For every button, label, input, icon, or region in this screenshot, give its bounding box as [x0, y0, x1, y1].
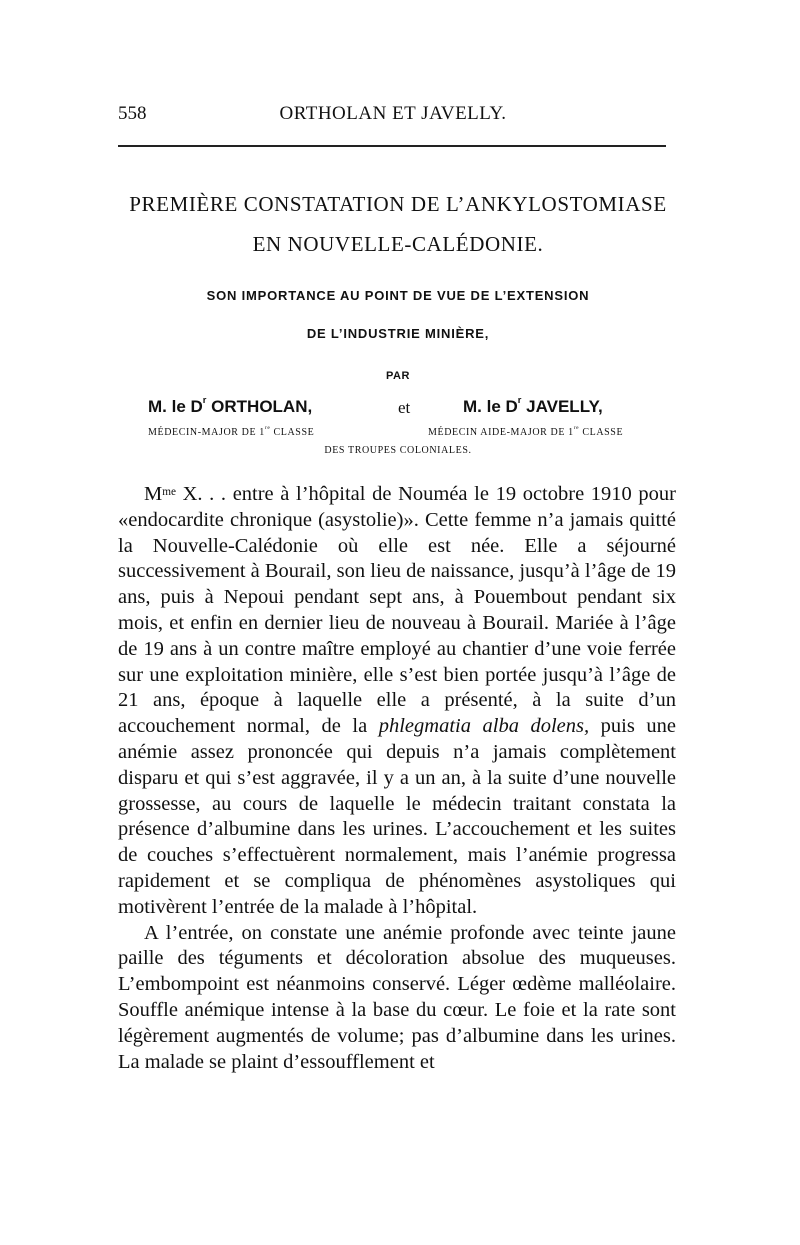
p1-text-a: X. . . entre à l’hôpital de Nouméa le 19 octobre 1910 pour «endocardite chronique (asystolie)». Cette femme n’a jamais quitté la Nouvelle-Calédonie où elle est née. Elle a séjourné successivement à Bourail, son lieu de naissance, jusqu’à l’âge de 19 ans, puis à Nepoui pendant sept ans, à Pouembout pendant six mois, et enfin en dernier lieu de nouveau à Bourail. Mariée à l’âge de 19 ans à un contre maître employé au chantier d’une voie ferrée sur une exploitation minière, elle s’est bien portée jusqu’à l’âge de 21 ans, époque à laquelle elle a présenté, à la suite d’un accouchement normal, de la [118, 483, 676, 738]
author-left-name: ORTHOLAN, [206, 397, 313, 416]
aff-left-a: MÉDECIN-MAJOR DE 1 [148, 427, 265, 438]
running-title: ORTHOLAN ET JAVELLY. [279, 103, 507, 124]
p1-text-b: puis une anémie assez prononcée qui depuis n’a jamais complètement disparu et qui s’est aggravée, il y a un an, à la suite d’une nouvelle grossesse, au cours de laquelle le médecin traitant constata la présence d’albumine dans les urines. L’accouchement et les suites de couches s’effectuèrent normalement, mais l’anémie progressa rapidement et se compliqua de phénomènes asystoliques qui motivèrent l’entrée de la malade à l’hôpital. [118, 715, 676, 918]
p1-mme: M [144, 483, 163, 505]
author-right-sup: r [517, 395, 522, 405]
article-subtitle-line1: SON IMPORTANCE AU POINT DE VUE DE L’EXTENSION [206, 288, 590, 303]
article-title-line1: PREMIÈRE CONSTATATION DE L’ANKYLOSTOMIASE [129, 192, 667, 216]
article-body [118, 482, 676, 1075]
affiliation-troupes: DES TROUPES COLONIALES. [324, 445, 472, 456]
affiliation-ortholan [148, 427, 314, 438]
aff-left-b: CLASSE [270, 427, 315, 438]
author-right-name: JAVELLY, [521, 397, 603, 416]
byline-par: PAR [386, 370, 410, 382]
header-rule [118, 145, 666, 147]
page-number: 558 [118, 103, 147, 124]
running-head [118, 103, 668, 129]
paragraph-1 [118, 482, 676, 921]
aff-right-b: CLASSE [579, 427, 624, 438]
author-left-sup: r [202, 395, 207, 405]
p1-mme-sup: me [162, 486, 176, 498]
author-javelly [463, 397, 603, 417]
aff-left-sup: re [264, 425, 271, 431]
aff-right-sup: re [573, 425, 580, 431]
author-left-prefix: M. le D [148, 397, 203, 416]
paragraph-2: A l’entrée, on constate une anémie profonde avec teinte jaune paille des téguments et décoloration absolue des muqueuses. L’embompoint est néanmoins conservé. Léger œdème malléolaire. Souffle anémique intense à la base du cœur. Le foie et la rate sont légèrement augmentés de volume; pas d’albumine dans les urines. La malade se plaint d’essoufflement et [118, 921, 676, 1073]
author-right-prefix: M. le D [463, 397, 518, 416]
p1-italic-term: phlegmatia alba dolens, [378, 715, 590, 738]
article-subtitle-line2: DE L’INDUSTRIE MINIÈRE, [306, 326, 490, 341]
article-title-line2: EN NOUVELLE-CALÉDONIE. [252, 232, 544, 256]
author-conjunction: et [398, 398, 411, 417]
author-ortholan [148, 397, 312, 417]
aff-right-a: MÉDECIN AIDE-MAJOR DE 1 [428, 427, 574, 438]
affiliation-javelly [428, 427, 623, 438]
